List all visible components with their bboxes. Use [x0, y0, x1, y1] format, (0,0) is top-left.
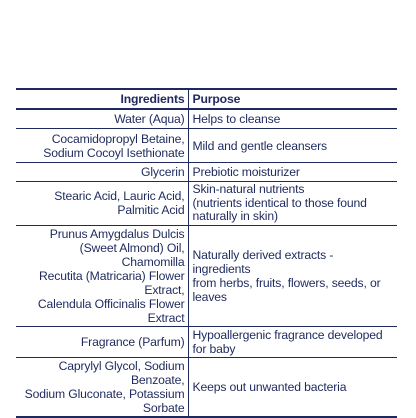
- table-row: [16, 357, 397, 417]
- header-ingredients: Ingredients: [16, 89, 188, 109]
- table-row: [16, 163, 397, 182]
- purpose-cell: Hypoallergenic fragrance developed for baby: [188, 326, 397, 357]
- table-row: [16, 129, 397, 163]
- ingredients-table: [16, 88, 397, 418]
- table-row: [16, 182, 397, 226]
- ingredient-cell: Fragrance (Parfum): [16, 326, 188, 357]
- purpose-cell: Helps to cleanse: [188, 109, 397, 129]
- ingredient-cell: Cocamidopropyl Betaine, Sodium Cocoyl Isethionate: [16, 129, 188, 163]
- table-row: [16, 326, 397, 357]
- table-row: [16, 225, 397, 326]
- ingredients-table-container: [16, 88, 397, 418]
- table-row: [16, 109, 397, 129]
- purpose-cell: Naturally derived extracts - ingredients from herbs, fruits, flowers, seeds, or leaves: [188, 225, 397, 326]
- header-purpose: Purpose: [188, 89, 397, 109]
- purpose-cell: Skin-natural nutrients (nutrients identical to those found naturally in skin): [188, 182, 397, 226]
- purpose-cell: Prebiotic moisturizer: [188, 163, 397, 182]
- ingredient-cell: Stearic Acid, Lauric Acid, Palmitic Acid: [16, 182, 188, 226]
- ingredient-cell: Water (Aqua): [16, 109, 188, 129]
- purpose-cell: Keeps out unwanted bacteria: [188, 357, 397, 417]
- ingredient-cell: Prunus Amygdalus Dulcis (Sweet Almond) Oil, Chamomilla Recutita (Matricaria) Flower Extract, Calendula Officinalis Flower Extract: [16, 225, 188, 326]
- purpose-cell: Mild and gentle cleansers: [188, 129, 397, 163]
- ingredient-cell: Caprylyl Glycol, Sodium Benzoate, Sodium Gluconate, Potassium Sorbate: [16, 357, 188, 417]
- ingredient-cell: Glycerin: [16, 163, 188, 182]
- table-header-row: [16, 89, 397, 109]
